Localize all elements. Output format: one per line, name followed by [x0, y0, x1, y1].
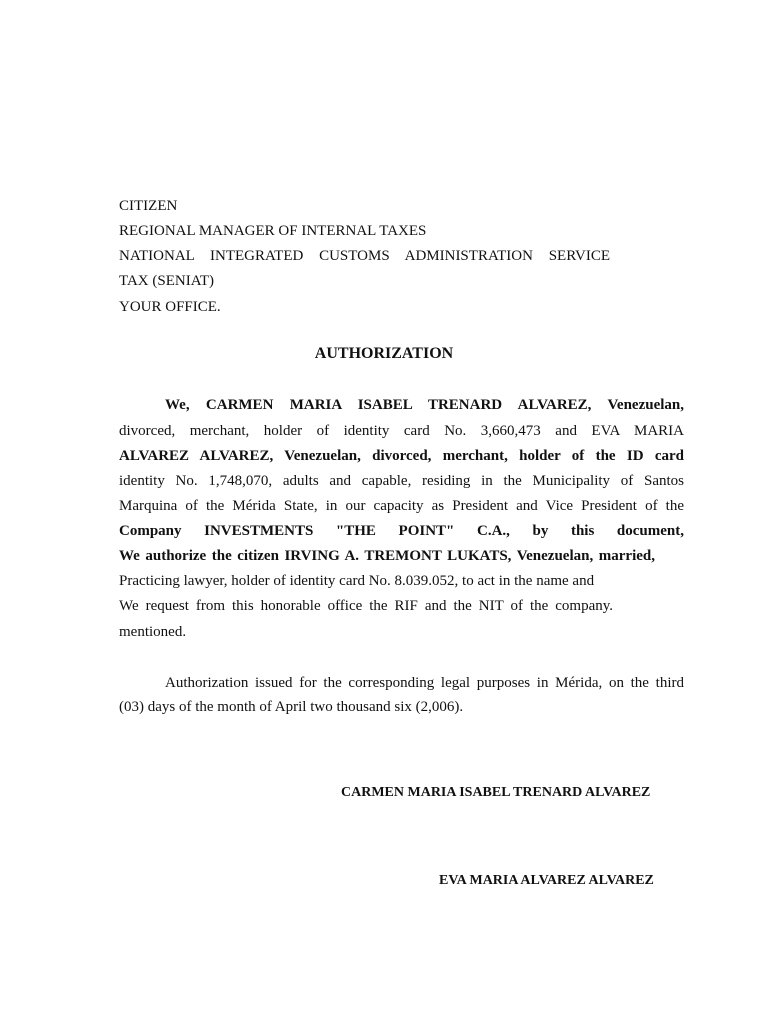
addressee-line-3: NATIONAL INTEGRATED CUSTOMS ADMINISTRATION SERVICE: [119, 248, 610, 264]
document-title: AUTHORIZATION: [314, 345, 454, 362]
body-line-3: ALVAREZ ALVAREZ, Venezuelan, divorced, merchant, holder of the ID card: [119, 448, 684, 464]
body-line-10: mentioned.: [119, 624, 187, 640]
body-line-5: Marquina of the Mérida State, in our capacity as President and Vice President of the: [119, 498, 684, 514]
body-line-6: Company INVESTMENTS "THE POINT" C.A., by this document,: [119, 523, 684, 539]
closing-line-2: (03) days of the month of April two thousand six (2,006).: [119, 699, 464, 715]
closing-line-1: Authorization issued for the corresponding legal purposes in Mérida, on the third: [165, 675, 684, 691]
body-line-8: Practicing lawyer, holder of identity card No. 8.039.052, to act in the name and: [119, 573, 595, 589]
body-line-7: We authorize the citizen IRVING A. TREMONT LUKATS, Venezuelan, married,: [119, 548, 655, 564]
body-line-2: divorced, merchant, holder of identity card No. 3,660,473 and EVA MARIA: [119, 423, 684, 439]
signature-second-name: EVA MARIA ALVAREZ ALVAREZ: [439, 873, 654, 888]
addressee-line-2: REGIONAL MANAGER OF INTERNAL TAXES: [119, 223, 427, 239]
addressee-line-1: CITIZEN: [119, 198, 178, 214]
body-line-9: We request from this honorable office the RIF and the NIT of the company.: [119, 598, 613, 614]
addressee-line-5: YOUR OFFICE.: [119, 299, 221, 315]
body-line-4: identity No. 1,748,070, adults and capable, residing in the Municipality of Santos: [119, 473, 684, 489]
body-line-1: We, CARMEN MARIA ISABEL TRENARD ALVAREZ, Venezuelan,: [165, 397, 684, 413]
signature-first-name: CARMEN MARIA ISABEL TRENARD ALVAREZ: [341, 785, 651, 800]
addressee-line-4: TAX (SENIAT): [119, 273, 215, 289]
